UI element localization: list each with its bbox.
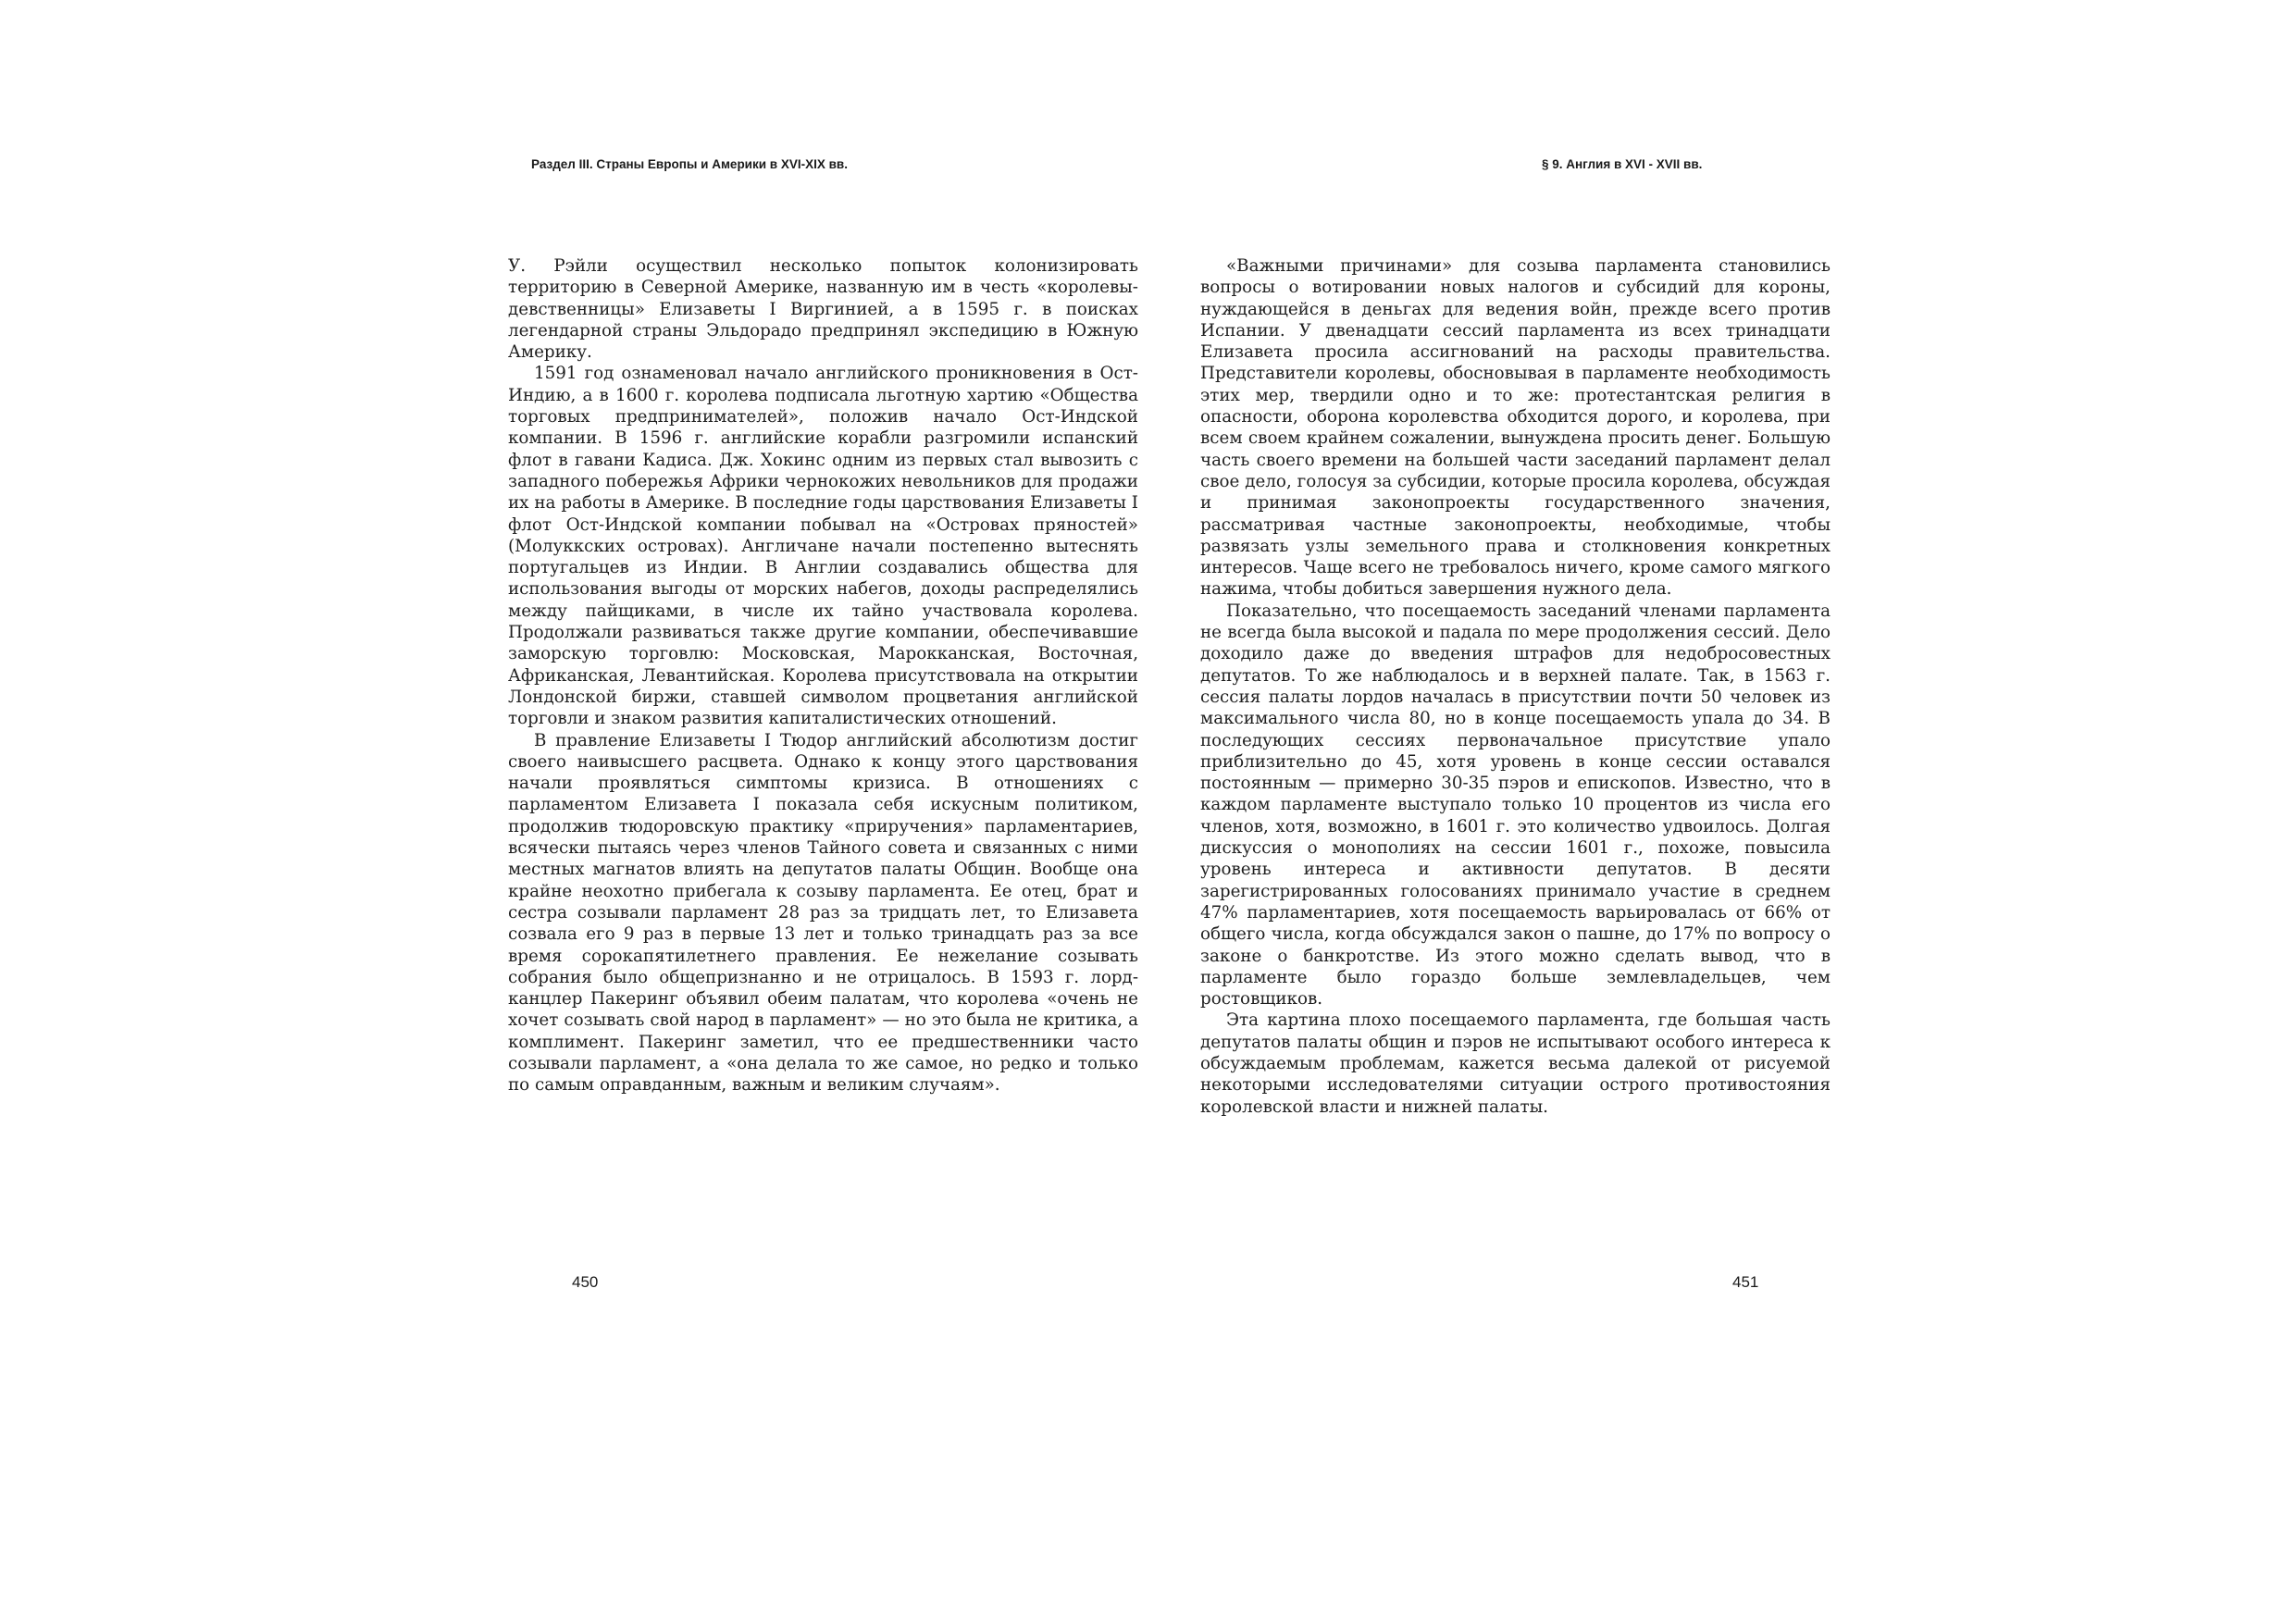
paragraph: Показательно, что посещаемость заседаний членами парламента не всегда была высокой и падала по мере продолжения сессий. Дело доходило даже до введения штрафов для недобросовестных депутатов. То же наблюдалось и в верхней палате. Так, в 1563 г. сессия палаты лордов началась в присутствии почти 50 человек из максимального числа 80, но в конце посещаемость упала до 34. В последующих сессиях первоначальное присутствие упало приблизительно до 45, хотя уровень в конце сессии оставался постоянным — примерно 30-35 пэров и епископов. Известно, что в каждом парламенте выступало только 10 процентов из числа его членов, хотя, возможно, в 1601 г. это количество удвоилось. Долгая дискуссия о монополиях на сессии 1601 г., похоже, повысила уровень интереса и активности депутатов. В десяти зарегистрированных голосованиях принимало участие в среднем 47% парламентариев, хотя посещаемость варьировалась от 66% от общего числа, когда обсуждался закон о пашне, до 17% по вопросу о законе о банкротстве. Из этого можно сделать вывод, что в парламенте было гораздо больше землевладельцев, чем ростовщиков. <box>1200 601 1831 1010</box>
paragraph: «Важными причинами» для созыва парламента становились вопросы о вотировании новых налогов и субсидий для короны, нуждающейся в деньгах для ведения войн, прежде всего против Испании. У двенадцати сессий парламента из всех тринадцати Елизавета просила ассигнований на расходы правительства. Представители королевы, обосновывая в парламенте необходимость этих мер, твердили одно и то же: протестантская религия в опасности, оборона королевства обходится дорого, и королева, при всем своем крайнем сожалении, вынуждена просить денег. Большую часть своего времени на большей части заседаний парламент делал свое дело, голосуя за субсидии, которые просила королева, обсуждая и принимая законопроекты государственного значения, рассматривая частные законопроекты, необходимые, чтобы развязать узлы земельного права и столкновения конкретных интересов. Чаще всего не требовалось ничего, кроме самого мягкого нажима, чтобы добиться завершения нужного дела. <box>1200 256 1831 600</box>
paragraph: У. Рэйли осуществил несколько попыток колонизировать территорию в Северной Америке, названную им в честь «королевы-девственницы» Елизаветы I Виргинией, а в 1595 г. в поисках легендарной страны Эльдорадо предпринял экспедицию в Южную Америку. <box>508 256 1138 363</box>
left-page-text <box>508 255 1138 1096</box>
running-head-left: Раздел III. Страны Европы и Америки в XVI-XIX вв. <box>531 157 848 171</box>
paragraph: В правление Елизаветы I Тюдор английский абсолютизм достиг своего наивысшего расцвета. Однако к концу этого царствования начали проявляться симптомы кризиса. В отношениях с парламентом Елизавета I показала себя искусным политиком, продолжив тюдоровскую практику «приручения» парламентариев, всячески пытаясь через членов Тайного совета и связанных с ними местных магнатов влиять на депутатов палаты Общин. Вообще она крайне неохотно прибегала к созыву парламента. Ее отец, брат и сестра созывали парламент 28 раз за тридцать лет, то Елизавета созвала его 9 раз в первые 13 лет и только тринадцать раз за все время сорокапятилетнего правления. Ее нежелание созывать собрания было общепризнанно и не отрицалось. В 1593 г. лорд-канцлер Пакеринг объявил обеим палатам, что королева «очень не хочет созывать свой народ в парламент» — но это была не критика, а комплимент. Пакеринг заметил, что ее предшественники часто созывали парламент, а «она делала то же самое, но редко и только по самым оправданным, важным и великим случаям». <box>508 730 1138 1096</box>
paragraph: 1591 год ознаменовал начало английского проникновения в Ост-Индию, а в 1600 г. королева подписала льготную хартию «Общества торговых предпринимателей», положив начало Ост-Индской компании. В 1596 г. английские корабли разгромили испанский флот в гавани Кадиса. Дж. Хокинс одним из первых стал вывозить с западного побережья Африки чернокожих невольников для продажи их на работы в Америке. В последние годы царствования Елизаветы I флот Ост-Индской компании побывал на «Островах пряностей» (Молуккских островах). Англичане начали постепенно вытеснять португальцев из Индии. В Англии создавались общества для использования выгоды от морских набегов, доходы распределялись между пайщиками, в числе их тайно участвовала королева. Продолжали развиваться также другие компании, обеспечивавшие заморскую торговлю: Московская, Марокканская, Восточная, Африканская, Левантийская. Королева присутствовала на открытии Лондонской биржи, ставшей символом процветания английской торговли и знаком развития капиталистических отношений. <box>508 364 1138 729</box>
page-number-left: 450 <box>572 1273 599 1291</box>
running-head-right: § 9. Англия в XVI - XVII вв. <box>1542 157 1703 171</box>
right-page-text <box>1200 255 1831 1118</box>
paragraph: Эта картина плохо посещаемого парламента, где большая часть депутатов палаты общин и пэров не испытывают особого интереса к обсуждаемым проблемам, кажется весьма далекой от рисуемой некоторыми исследователями ситуации острого противостояния королевской власти и нижней палаты. <box>1200 1010 1831 1117</box>
page-number-right: 451 <box>1732 1273 1759 1291</box>
